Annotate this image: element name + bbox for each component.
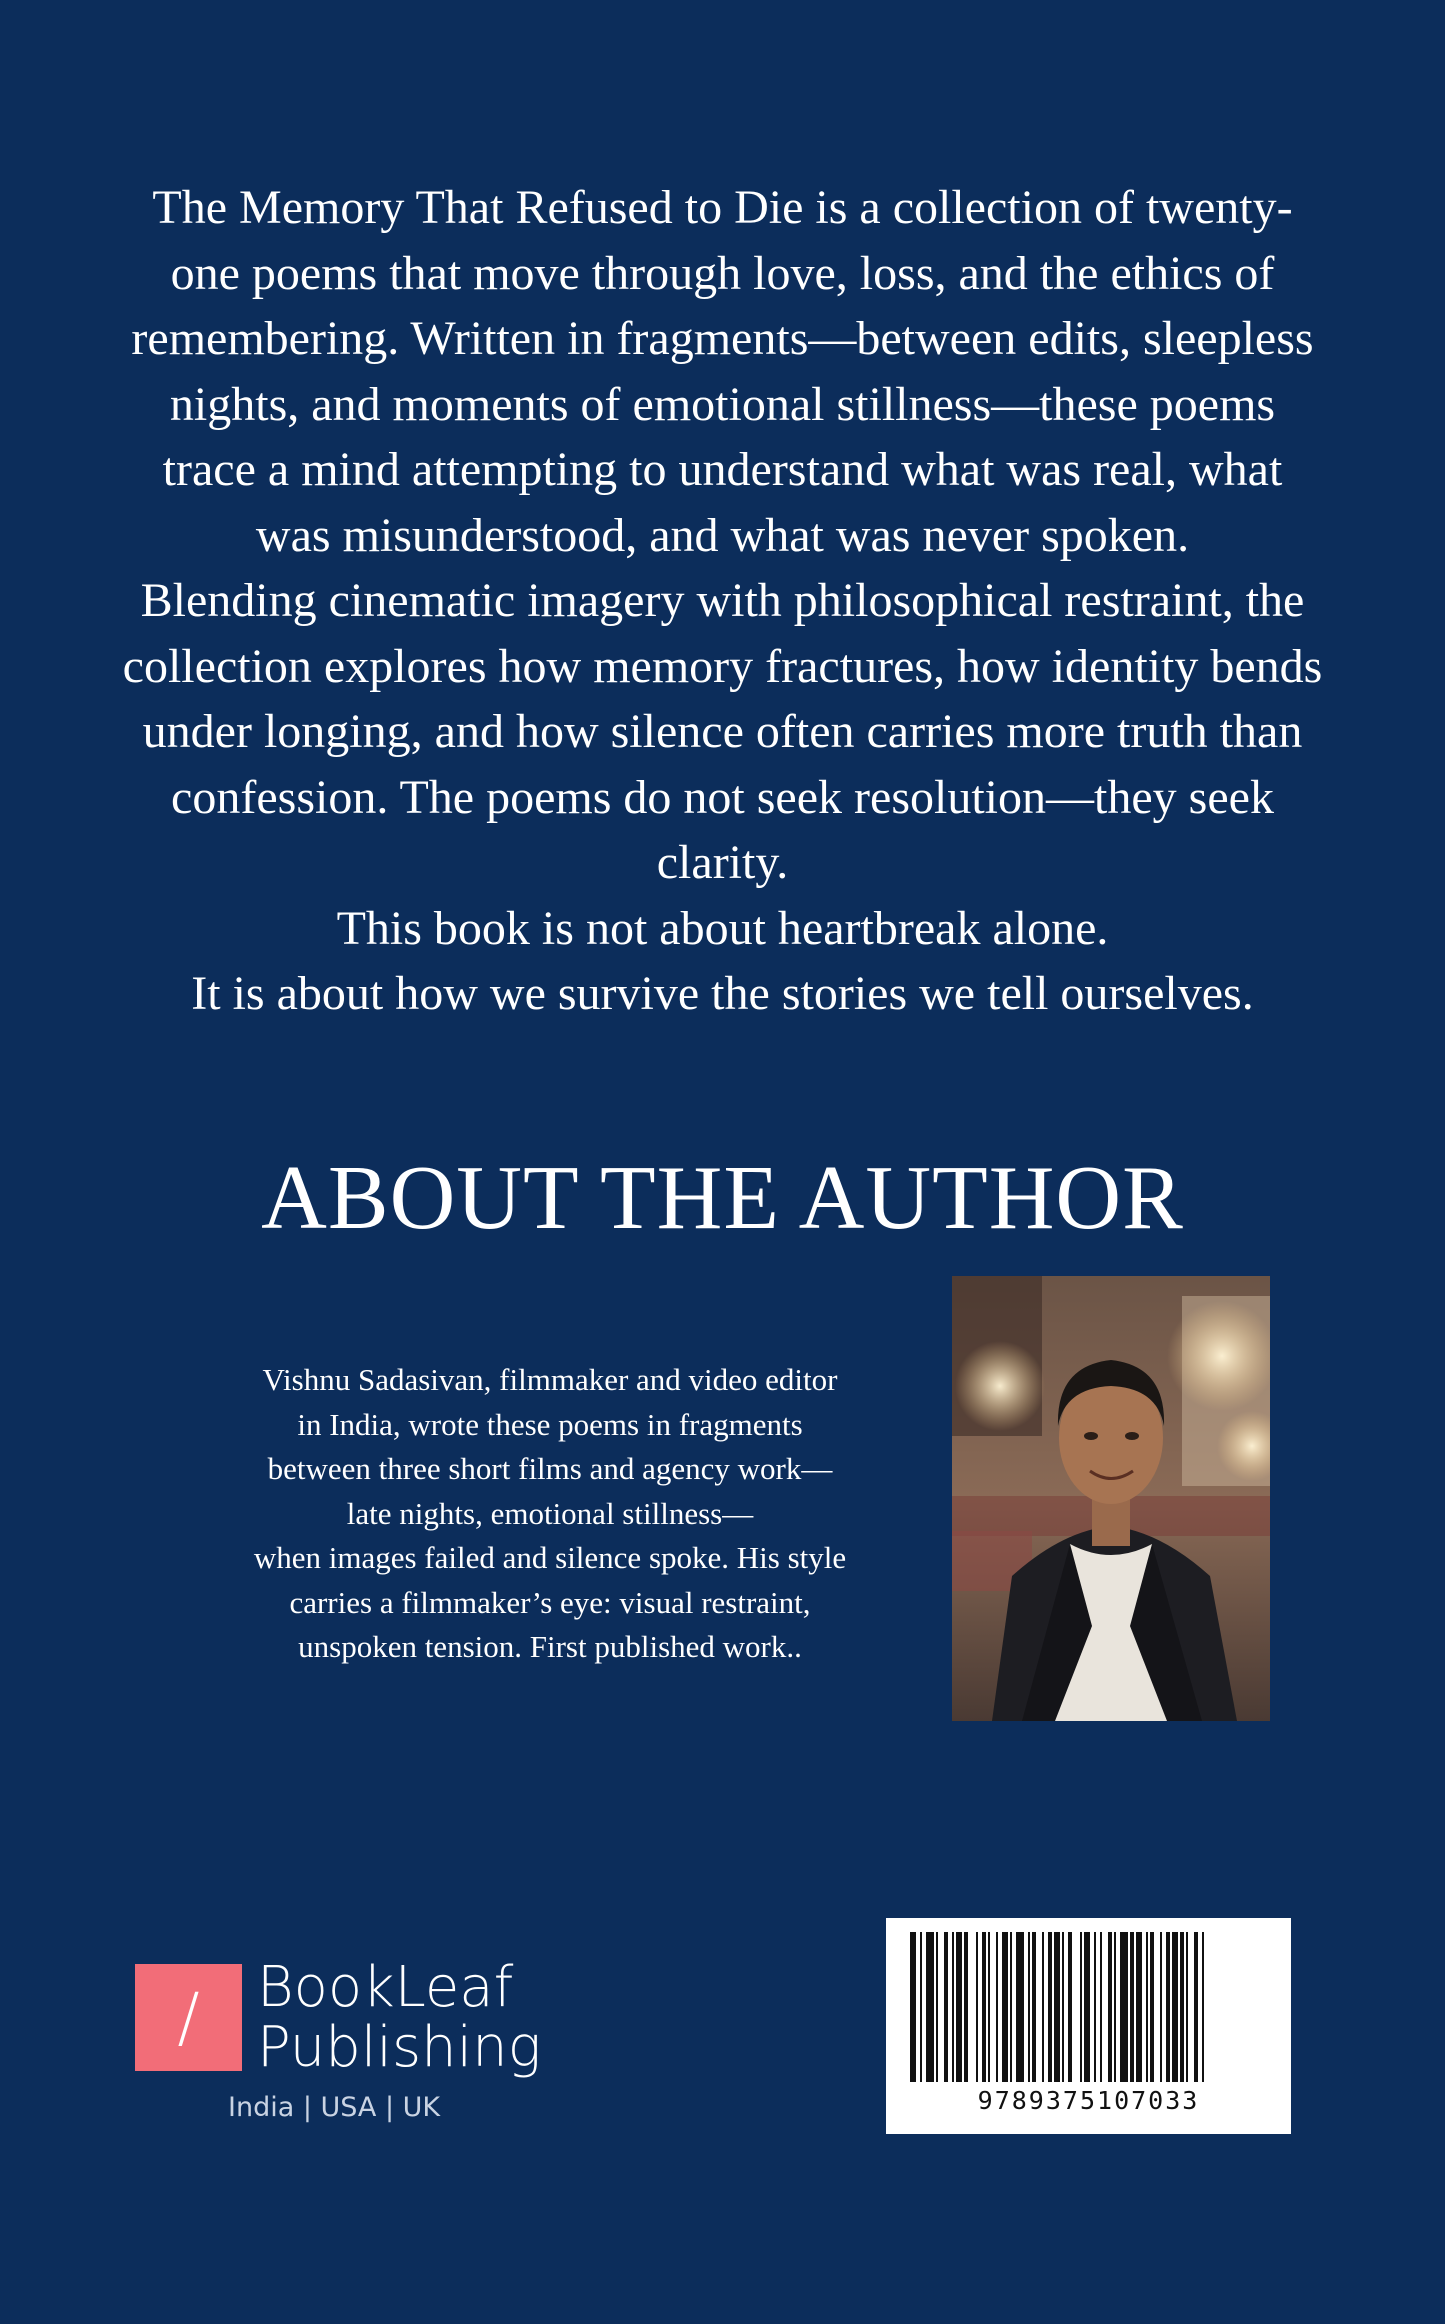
barcode-bar — [1194, 1932, 1198, 2082]
barcode-bar — [926, 1932, 934, 2082]
author-photo — [952, 1276, 1270, 1721]
barcode-bar — [976, 1932, 978, 2082]
bio-line: in India, wrote these poems in fragments — [297, 1406, 803, 1442]
barcode-bar — [964, 1932, 968, 2082]
barcode-bar — [982, 1932, 986, 2082]
barcode-bar — [1032, 1932, 1036, 2082]
barcode-bar — [1042, 1932, 1044, 2082]
barcode-bar — [1100, 1932, 1102, 2082]
blurb-paragraph: This book is not about heartbreak alone. — [336, 901, 1109, 955]
isbn-number: 9789375107033 — [977, 2086, 1200, 2115]
barcode-bar — [1202, 1932, 1204, 2082]
barcode-bar — [1150, 1932, 1154, 2082]
barcode-bar — [952, 1932, 954, 2082]
barcode-bar — [1062, 1932, 1064, 2082]
barcode-bar — [1094, 1932, 1096, 2082]
blurb-paragraph: Blending cinematic imagery with philosophical restraint, the collection explores how memory fractures, how identity bends under longing, and how silence often carries more truth than confession. The poems do not seek resolution—they seek clarity. — [122, 574, 1323, 889]
bio-line: between three short films and agency work— — [267, 1451, 833, 1486]
blurb-paragraph: The Memory That Refused to Die is a collection of twenty-one poems that move through love, loss, and the ethics of remembering. Written in fragments—between edits, sleepless nights, and moments of emotional stillness—these poems trace a mind attempting to understand what was real, what was misunderstood, and what was never spoken. — [131, 181, 1314, 562]
barcode-bar — [996, 1932, 998, 2082]
barcode-bar — [1010, 1932, 1012, 2082]
barcode-bar — [1166, 1932, 1170, 2082]
barcode-bars-icon — [906, 1932, 1271, 2082]
bio-line: when images failed and silence spoke. His style — [253, 1540, 847, 1575]
barcode-bar — [936, 1932, 938, 2082]
barcode-bar — [1108, 1932, 1112, 2082]
bio-line: carries a filmmaker’s eye: visual restraint, — [289, 1584, 811, 1620]
publisher-name — [257, 1955, 542, 2080]
barcode-bar — [1114, 1932, 1116, 2082]
bio-line: unspoken tension. First published work.. — [298, 1629, 802, 1664]
publisher-regions: India | USA | UK — [228, 2092, 441, 2123]
barcode-bar — [1160, 1932, 1162, 2082]
barcode-bar — [920, 1932, 922, 2082]
barcode-bar — [1068, 1932, 1072, 2082]
barcode-bar — [1180, 1932, 1184, 2082]
barcode-bar — [1054, 1932, 1060, 2082]
isbn-barcode — [886, 1918, 1291, 2134]
blurb-paragraph: It is about how we survive the stories we tell ourselves. — [191, 967, 1254, 1020]
back-cover-blurb — [120, 175, 1325, 1027]
about-author-heading: ABOUT THE AUTHOR — [261, 1147, 1184, 1248]
publisher-name-line1: BookLeaf — [257, 1955, 514, 2020]
barcode-bar — [1172, 1932, 1178, 2082]
barcode-bar — [1080, 1932, 1082, 2082]
barcode-bar — [1016, 1932, 1024, 2082]
barcode-bar — [1136, 1932, 1142, 2082]
bio-line: late nights, emotional stillness— — [346, 1495, 754, 1531]
barcode-bar — [944, 1932, 948, 2082]
bookleaf-logo-icon: / — [135, 1964, 242, 2071]
barcode-bar — [910, 1932, 916, 2082]
barcode-bar — [988, 1932, 990, 2082]
author-bio — [200, 1358, 900, 1670]
barcode-bar — [1130, 1932, 1134, 2082]
barcode-bar — [1002, 1932, 1008, 2082]
barcode-bar — [1028, 1932, 1030, 2082]
barcode-bar — [1146, 1932, 1148, 2082]
barcode-bar — [956, 1932, 962, 2082]
bio-line: Vishnu Sadasivan, filmmaker and video editor — [262, 1362, 838, 1397]
barcode-bar — [1084, 1932, 1090, 2082]
barcode-bar — [1048, 1932, 1052, 2082]
publisher-name-line2: Publishing — [257, 2015, 542, 2080]
barcode-bar — [1120, 1932, 1128, 2082]
barcode-bar — [1186, 1932, 1188, 2082]
